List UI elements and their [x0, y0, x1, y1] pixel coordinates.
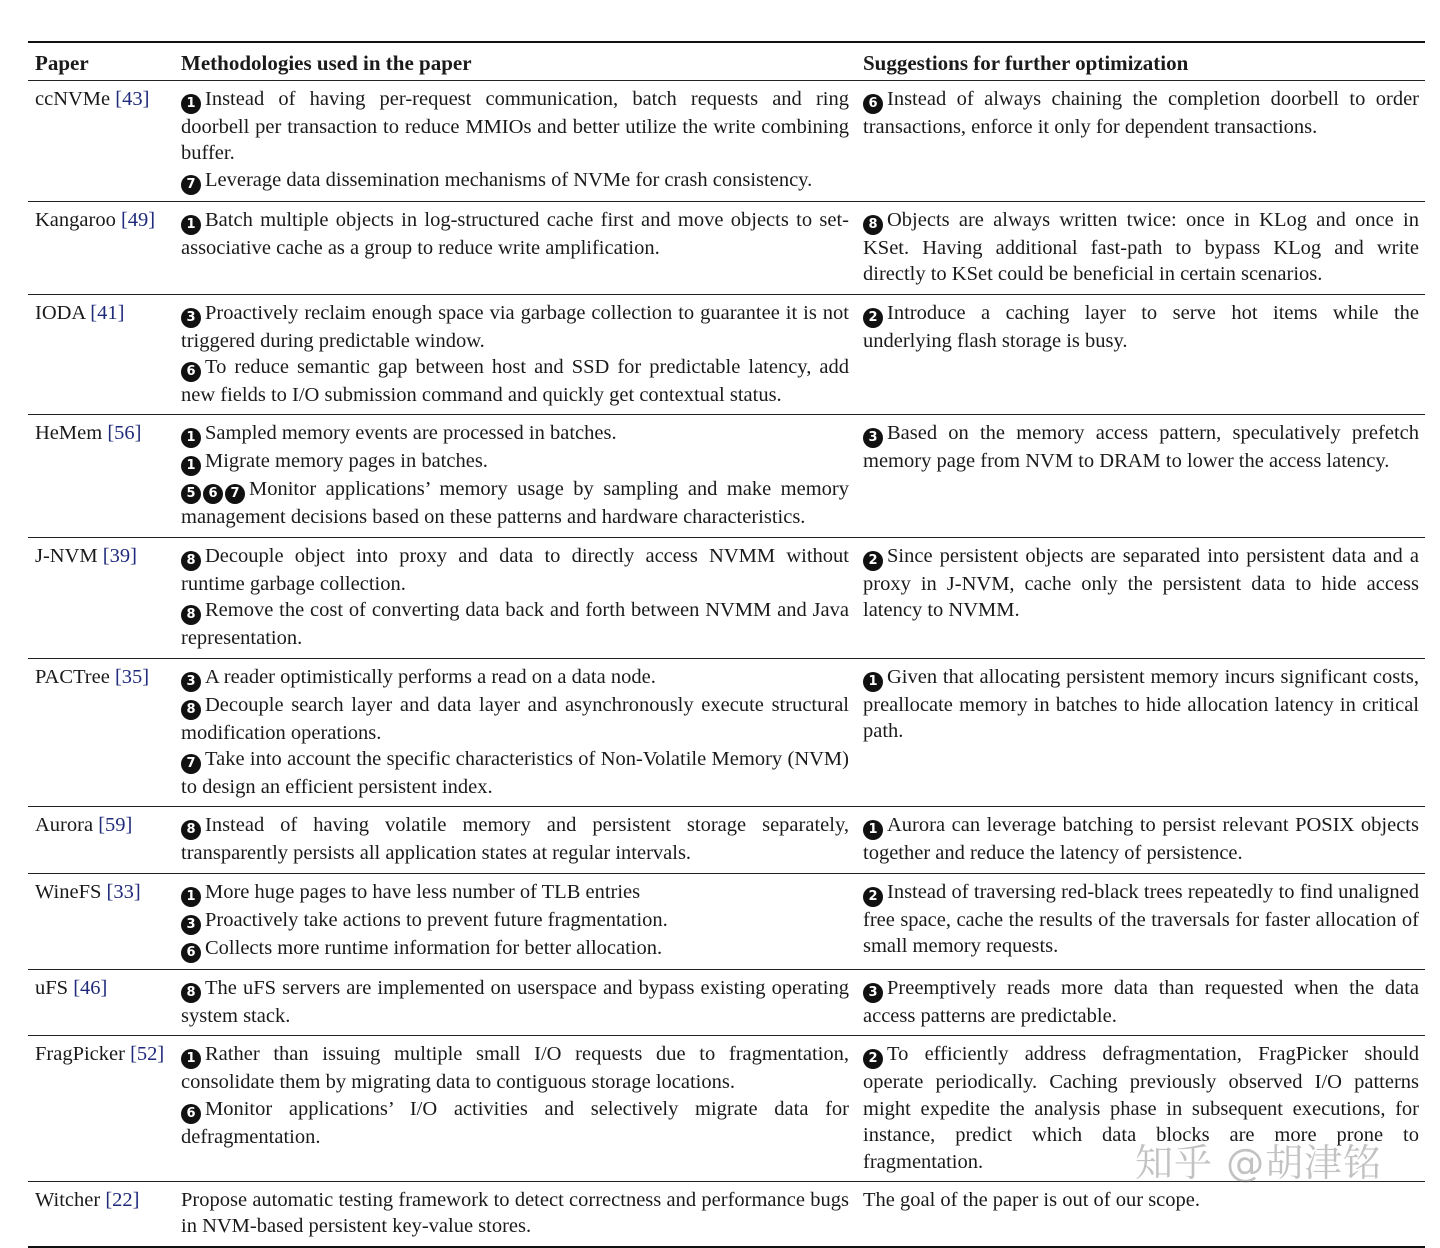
citation-number[interactable]: 39 — [109, 544, 131, 567]
number-badge-icon: 1 — [181, 456, 201, 476]
cell-text: To efficiently address defragmentation, FragPicker should operate periodically. Caching previously observed I/O patterns might expedite the analysis phase in subsequent executions, for instance, predict which data blocks are more prone to fragmentation. — [863, 1043, 1419, 1173]
paper-name: uFS — [35, 976, 74, 999]
number-badge-icon: 3 — [863, 983, 883, 1003]
cell-text: Instead of having per-request communication, batch requests and ring doorbell per transaction to reduce MMIOs and better utilize the write combining buffer. — [181, 88, 849, 165]
table-row — [28, 807, 1425, 872]
bottom-rule — [28, 1246, 1425, 1248]
cell-line — [863, 975, 1419, 1029]
number-badge-icon: 6 — [203, 484, 223, 504]
header-paper: Paper — [35, 51, 89, 75]
cell-line — [863, 879, 1419, 960]
paper-name: Kangaroo — [35, 208, 121, 231]
citation-number[interactable]: 43 — [122, 88, 143, 110]
cell-text: Objects are always written twice: once in KLog and once in KSet. Having additional fast-path to bypass KLog and write directly to KSet could be beneficial in certain scenarios. — [863, 208, 1419, 286]
citation-link[interactable]: [46] — [73, 976, 108, 999]
cell-line — [863, 1187, 1419, 1213]
cell-text: Preemptively reads more data than requested when the data access patterns are predictable. — [863, 976, 1419, 1027]
citation-link[interactable]: [52] — [130, 1043, 165, 1066]
methods-cell — [174, 812, 855, 866]
table-row — [28, 538, 1425, 658]
number-badge-icon: 7 — [181, 175, 201, 195]
cell-text: The uFS servers are implemented on userspace and bypass existing operating system stack. — [181, 976, 849, 1027]
header-suggestions: Suggestions for further optimization — [863, 51, 1189, 75]
cell-text: Propose automatic testing framework to detect correctness and performance bugs in NVM-based persistent key-value stores. — [181, 1188, 849, 1238]
paper-cell — [28, 1187, 174, 1240]
methods-cell — [174, 975, 855, 1029]
citation-number[interactable]: 35 — [121, 665, 143, 688]
paper-name: WineFS — [35, 880, 107, 903]
citation-link[interactable]: [43] — [115, 88, 150, 110]
cell-line — [181, 746, 849, 800]
citation-number[interactable]: 49 — [127, 208, 149, 231]
number-badge-icon: 8 — [181, 983, 201, 1003]
cell-line — [181, 907, 849, 935]
citation-link[interactable]: [39] — [102, 544, 137, 567]
citation-link[interactable]: [22] — [105, 1188, 140, 1211]
methods-cell — [174, 879, 855, 963]
table-row — [28, 81, 1425, 201]
cell-text: Instead of having volatile memory and persistent storage separately, transparently persists all application states at regular intervals. — [181, 814, 849, 865]
number-badge-icon: 3 — [181, 672, 201, 692]
number-badge-icon: 1 — [863, 820, 883, 840]
suggestions-cell — [855, 1187, 1425, 1240]
cell-line — [181, 1187, 849, 1240]
methods-cell — [174, 543, 855, 652]
cell-line — [181, 167, 849, 195]
paper-cell — [28, 1041, 174, 1175]
citation-link[interactable]: [33] — [106, 880, 141, 903]
number-badge-icon: 8 — [181, 700, 201, 720]
paper-name: FragPicker — [35, 1043, 131, 1066]
number-badge-icon: 6 — [181, 362, 201, 382]
number-badge-icon: 3 — [181, 915, 201, 935]
header-row — [28, 43, 1425, 80]
cell-line — [181, 448, 849, 476]
number-badge-icon: 2 — [863, 887, 883, 907]
methods-cell — [174, 300, 855, 409]
cell-line — [181, 975, 849, 1029]
methods-cell — [174, 1187, 855, 1240]
table-row — [28, 874, 1425, 969]
number-badge-icon: 7 — [225, 484, 245, 504]
cell-line — [181, 420, 849, 448]
suggestions-cell — [855, 879, 1425, 963]
number-badge-icon: 3 — [181, 308, 201, 328]
cell-text: Batch multiple objects in log-structured cache first and move objects to set-associative cache as a group to reduce write amplification. — [181, 208, 849, 259]
watermark: 知乎 @胡津铭 — [1135, 1141, 1383, 1185]
cell-line — [181, 207, 849, 261]
paper-name: J-NVM — [35, 544, 103, 567]
cell-text: Introduce a caching layer to serve hot items while the underlying flash storage is busy. — [863, 301, 1419, 352]
cell-line — [181, 1096, 849, 1150]
paper-cell — [28, 664, 174, 801]
cell-text: Take into account the specific characteristics of Non-Volatile Memory (NVM) to design an efficient persistent index. — [181, 748, 849, 799]
methods-cell — [174, 86, 855, 195]
paper-name: HeMem — [35, 422, 108, 445]
suggestions-cell — [855, 207, 1425, 288]
citation-number[interactable]: 46 — [80, 976, 101, 999]
cell-text: To reduce semantic gap between host and SSD for predictable latency, add new fields to I/O submission command and quickly get contextual status. — [181, 356, 849, 407]
table-row — [28, 659, 1425, 807]
suggestions-cell — [855, 300, 1425, 409]
cell-text: Aurora can leverage batching to persist relevant POSIX objects together and reduce the latency of persistence. — [863, 814, 1419, 865]
paper-cell — [28, 543, 174, 652]
cell-line — [181, 543, 849, 597]
citation-number[interactable]: 33 — [113, 880, 134, 903]
paper-name: Aurora — [35, 814, 99, 837]
methods-cell — [174, 207, 855, 288]
cell-line — [863, 420, 1419, 474]
cell-line — [863, 86, 1419, 140]
number-badge-icon: 1 — [181, 428, 201, 448]
cell-line — [863, 664, 1419, 745]
table-row — [28, 202, 1425, 294]
cell-line — [181, 86, 849, 167]
number-badge-icon: 2 — [863, 308, 883, 328]
table-row — [28, 415, 1425, 536]
cell-line — [181, 354, 849, 408]
number-badge-icon: 1 — [181, 94, 201, 114]
suggestions-cell — [855, 420, 1425, 530]
cell-text: Rather than issuing multiple small I/O requests due to fragmentation, consolidate them by migrating data to contiguous storage locations. — [181, 1043, 849, 1094]
cell-line — [181, 812, 849, 866]
cell-text: Sampled memory events are processed in batches. — [205, 422, 617, 445]
paper-name: Witcher — [35, 1188, 106, 1211]
number-badge-icon: 2 — [863, 1049, 883, 1069]
cell-text: Based on the memory access pattern, speculatively prefetch memory page from NVM to DRAM to lower the access latency. — [863, 422, 1419, 473]
cell-text: Proactively take actions to prevent future fragmentation. — [205, 908, 668, 931]
paper-name: IODA — [35, 301, 91, 324]
methods-cell — [174, 1041, 855, 1175]
header-methods: Methodologies used in the paper — [181, 51, 472, 75]
cell-text: Given that allocating persistent memory incurs significant costs, preallocate memory in batches to hide allocation latency in critical path. — [863, 665, 1419, 743]
paper-cell — [28, 879, 174, 963]
methods-cell — [174, 420, 855, 530]
cell-line — [181, 1041, 849, 1095]
paper-cell — [28, 812, 174, 866]
cell-text: Monitor applications’ memory usage by sampling and make memory management decisions based on these patterns and hardware characteristics. — [181, 478, 849, 529]
number-badge-icon: 8 — [181, 605, 201, 625]
paper-cell — [28, 420, 174, 530]
table-row — [28, 970, 1425, 1035]
cell-text: Instead of traversing red-black trees repeatedly to find unaligned free space, cache the results of the traversals for faster allocation of small memory requests. — [863, 880, 1419, 958]
cell-line — [181, 476, 849, 530]
comparison-table — [28, 41, 1425, 1248]
suggestions-cell — [855, 812, 1425, 866]
table-row — [28, 1182, 1425, 1246]
suggestions-cell — [855, 975, 1425, 1029]
citation-link[interactable]: [49] — [120, 208, 156, 231]
citation-number[interactable]: 22 — [112, 1188, 133, 1211]
cell-line — [863, 207, 1419, 288]
cell-text: Remove the cost of converting data back and forth between NVMM and Java representation. — [181, 599, 849, 650]
cell-line — [863, 543, 1419, 624]
number-badge-icon: 5 — [181, 484, 201, 504]
paper-name: ccNVMe — [35, 88, 116, 110]
number-badge-icon: 7 — [181, 754, 201, 774]
number-badge-icon: 1 — [181, 887, 201, 907]
number-badge-icon: 6 — [181, 1104, 201, 1124]
cell-text: Migrate memory pages in batches. — [205, 450, 488, 473]
paper-cell — [28, 86, 174, 195]
cell-line — [181, 300, 849, 354]
cell-text: Instead of always chaining the completion doorbell to order transactions, enforce it only for dependent transactions. — [863, 88, 1419, 138]
number-badge-icon: 8 — [863, 215, 883, 235]
cell-line — [181, 879, 849, 907]
cell-line — [181, 597, 849, 651]
cell-text: A reader optimistically performs a read on a data node. — [205, 665, 656, 688]
paper-name: PACTree — [35, 665, 115, 688]
table-row — [28, 295, 1425, 415]
citation-link[interactable]: [56] — [107, 422, 142, 445]
number-badge-icon: 1 — [863, 672, 883, 692]
citation-link[interactable]: [35] — [114, 665, 150, 688]
cell-text: The goal of the paper is out of our scope. — [863, 1188, 1201, 1211]
number-badge-icon: 1 — [181, 215, 201, 235]
cell-text: Collects more runtime information for better allocation. — [205, 936, 663, 959]
cell-text: Since persistent objects are separated into persistent data and a proxy in J-NVM, cache only the persistent data to hide access latency to NVMM. — [863, 544, 1419, 622]
cell-text: Decouple search layer and data layer and asynchronously execute structural modification operations. — [181, 693, 849, 744]
cell-text: Decouple object into proxy and data to directly access NVMM without runtime garbage collection. — [181, 544, 849, 595]
paper-cell — [28, 300, 174, 409]
citation-link[interactable]: [41] — [90, 301, 125, 324]
cell-text: Monitor applications’ I/O activities and selectively migrate data for defragmentation. — [181, 1097, 849, 1148]
citation-number[interactable]: 59 — [105, 814, 126, 837]
cell-text: More huge pages to have less number of TLB entries — [205, 880, 641, 903]
suggestions-cell — [855, 543, 1425, 652]
number-badge-icon: 8 — [181, 551, 201, 571]
citation-number[interactable]: 56 — [114, 422, 135, 445]
suggestions-cell — [855, 664, 1425, 801]
citation-link[interactable]: [59] — [98, 814, 133, 837]
paper-cell — [28, 207, 174, 288]
cell-text: Leverage data dissemination mechanisms of NVMe for crash consistency. — [205, 168, 813, 191]
number-badge-icon: 6 — [863, 94, 883, 114]
cell-line — [863, 812, 1419, 866]
methods-cell — [174, 664, 855, 801]
suggestions-cell — [855, 86, 1425, 195]
table-body — [28, 80, 1425, 1246]
cell-text: Proactively reclaim enough space via garbage collection to guarantee it is not triggered during predictable window. — [181, 301, 849, 352]
citation-number[interactable]: 52 — [136, 1043, 158, 1066]
paper-cell — [28, 975, 174, 1029]
number-badge-icon: 8 — [181, 820, 201, 840]
number-badge-icon: 1 — [181, 1049, 201, 1069]
number-badge-icon: 3 — [863, 428, 883, 448]
cell-line — [181, 935, 849, 963]
number-badge-icon: 6 — [181, 943, 201, 963]
cell-line — [863, 300, 1419, 354]
cell-line — [181, 692, 849, 746]
number-badge-icon: 2 — [863, 551, 883, 571]
citation-number[interactable]: 41 — [97, 301, 118, 324]
cell-line — [181, 664, 849, 692]
